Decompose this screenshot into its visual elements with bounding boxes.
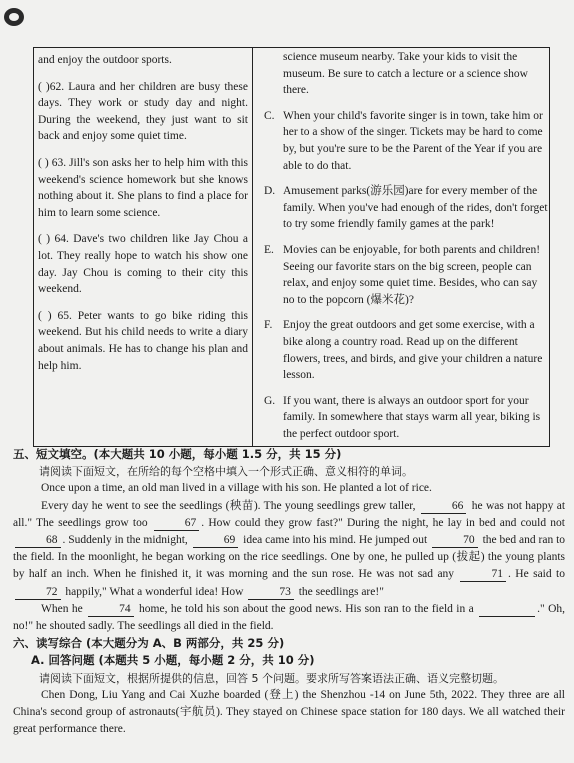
section-6-heading: 六、读写综合 (本大题分为 A、B 两部分，共 25 分) — [13, 636, 285, 651]
option-key: C. — [264, 109, 275, 122]
option-key: F. — [264, 319, 273, 332]
option-e — [264, 242, 548, 308]
blank-69[interactable]: 69 — [193, 534, 239, 548]
reading-passage: Chen Dong, Liu Yang and Cai Xuzhe boarded (登上) the Shenzhou -14 on June 5th, 2022. They three are all China's second group of astronauts(宇航员). They stayed on Chinese space station for 180 days. We all watched their great performance there. — [13, 688, 565, 736]
story-text: idea came into his mind. He jumped out — [243, 534, 428, 547]
blank-66[interactable]: 66 — [421, 500, 467, 514]
school-logo-icon — [4, 8, 24, 26]
story-paragraph-2 — [13, 498, 565, 601]
story-text: . He said to — [507, 568, 565, 581]
question-64: ( ) 64. Dave's two children like Jay Chou a lot. They really hope to watch his show one day. Jay Chou is coming to their city this weekend. — [38, 233, 248, 296]
left-column — [38, 52, 248, 384]
story-text: he was not happy at all." The seedlings grow too — [13, 499, 566, 529]
blank-70[interactable]: 70 — [432, 534, 478, 548]
section-5-instructions: 请阅读下面短文，在所给的每个空格中填入一个形式正确、意义相符的单词。 — [39, 465, 413, 479]
option-key: G. — [264, 394, 276, 407]
option-g — [264, 393, 548, 443]
section-6-instructions: 请阅读下面短文，根据所提供的信息，回答 5 个问题。要求所写答案语法正确、语义完整切题。 — [39, 671, 504, 685]
option-text: If you want, there is always an outdoor sport for your family. In somewhere that stays warm all year, biking is the perfect outdoor sport. — [283, 394, 541, 440]
option-key: E. — [264, 243, 274, 256]
story-text: When he — [41, 602, 83, 615]
story-line-1: Once upon a time, an old man lived in a village with his son. He planted a lot of rice. — [41, 482, 432, 495]
option-b-continued: science museum nearby. Take your kids to visit the museum. Be sure to catch a lecture or a science show there. — [283, 51, 528, 97]
section-6a-heading: A. 回答问题 (本题共 5 小题，每小题 2 分，共 10 分) — [31, 653, 315, 668]
blank-74[interactable]: 74 — [88, 603, 134, 617]
question-62: ( )62. Laura and her children are busy these days. They work or study day and night. During the weekend, they just want to sit back and enjoy some quiet time. — [38, 80, 248, 143]
blank-75[interactable] — [479, 603, 535, 617]
section-5-heading: 五、短文填空。(本大题共 10 小题，每小题 1.5 分，共 15 分) — [13, 447, 342, 461]
story-text: Every day he went to see the seedlings (秧苗). The young seedlings grew taller, — [41, 499, 416, 512]
left-intro: and enjoy the outdoor sports. — [38, 54, 172, 66]
story-paragraph-3 — [13, 601, 565, 635]
right-column — [264, 49, 548, 451]
story-text: the bed and ran to the field. In the moonlight, he began working on the rice seedlings. One by one, he pulled up (拔起) the young plants by half an inch. When he finished it, it was morning and the sun rose. He was not sad any — [13, 534, 566, 581]
blank-72[interactable]: 72 — [15, 586, 61, 600]
blank-73[interactable]: 73 — [248, 586, 294, 600]
blank-67[interactable]: 67 — [154, 517, 200, 531]
story-text: happily," What a wonderful idea! How — [65, 585, 244, 598]
story-text: ." Oh, no!" he shouted sadly. The seedlings all died in the field. — [13, 602, 566, 633]
option-c — [264, 108, 548, 174]
option-d — [264, 183, 548, 233]
option-text: When your child's favorite singer is in town, take him or her to a show of the singer. Tickets may be hard to come by, but you're sure to be the Parent of the Year if you are able to do that. — [283, 109, 543, 172]
lower-sections — [13, 446, 565, 738]
option-text: Amusement parks(游乐园)are for every member of the family. When you've had enough of the rides, don't forget to try some friendly family games at the park! — [283, 185, 548, 231]
story-text: . Suddenly in the midnight, — [62, 534, 188, 547]
blank-68[interactable]: 68 — [15, 534, 61, 548]
option-f — [264, 317, 548, 383]
table-divider — [252, 47, 253, 447]
blank-71[interactable]: 71 — [460, 568, 506, 582]
story-text: the seedlings are!" — [298, 585, 384, 598]
question-63: ( ) 63. Jill's son asks her to help him with this weekend's science homework but she knows nothing about it. She plans to find a place for him to learn some science. — [38, 156, 248, 219]
option-text: Enjoy the great outdoors and get some exercise, with a bike along a country road. Read up on the different flowers, trees, and birds, and give your children a nature lesson. — [283, 319, 543, 382]
option-key: D. — [264, 185, 276, 198]
story-text: home, he told his son about the good news. His son ran to the field in a — [139, 602, 474, 615]
option-text: Movies can be enjoyable, for both parents and children! Seeing our favorite stars on the big screen, people can relax, and enjoy some quiet time. Besides, who can say no to the popcorn (爆米花)? — [283, 243, 541, 306]
question-65: ( ) 65. Peter wants to go bike riding this weekend. But his child needs to write a diary about animals. He has to change his plan and help him. — [38, 309, 248, 372]
story-text: . How could they grow fast?" During the night, he lay in bed and could not — [201, 516, 565, 529]
